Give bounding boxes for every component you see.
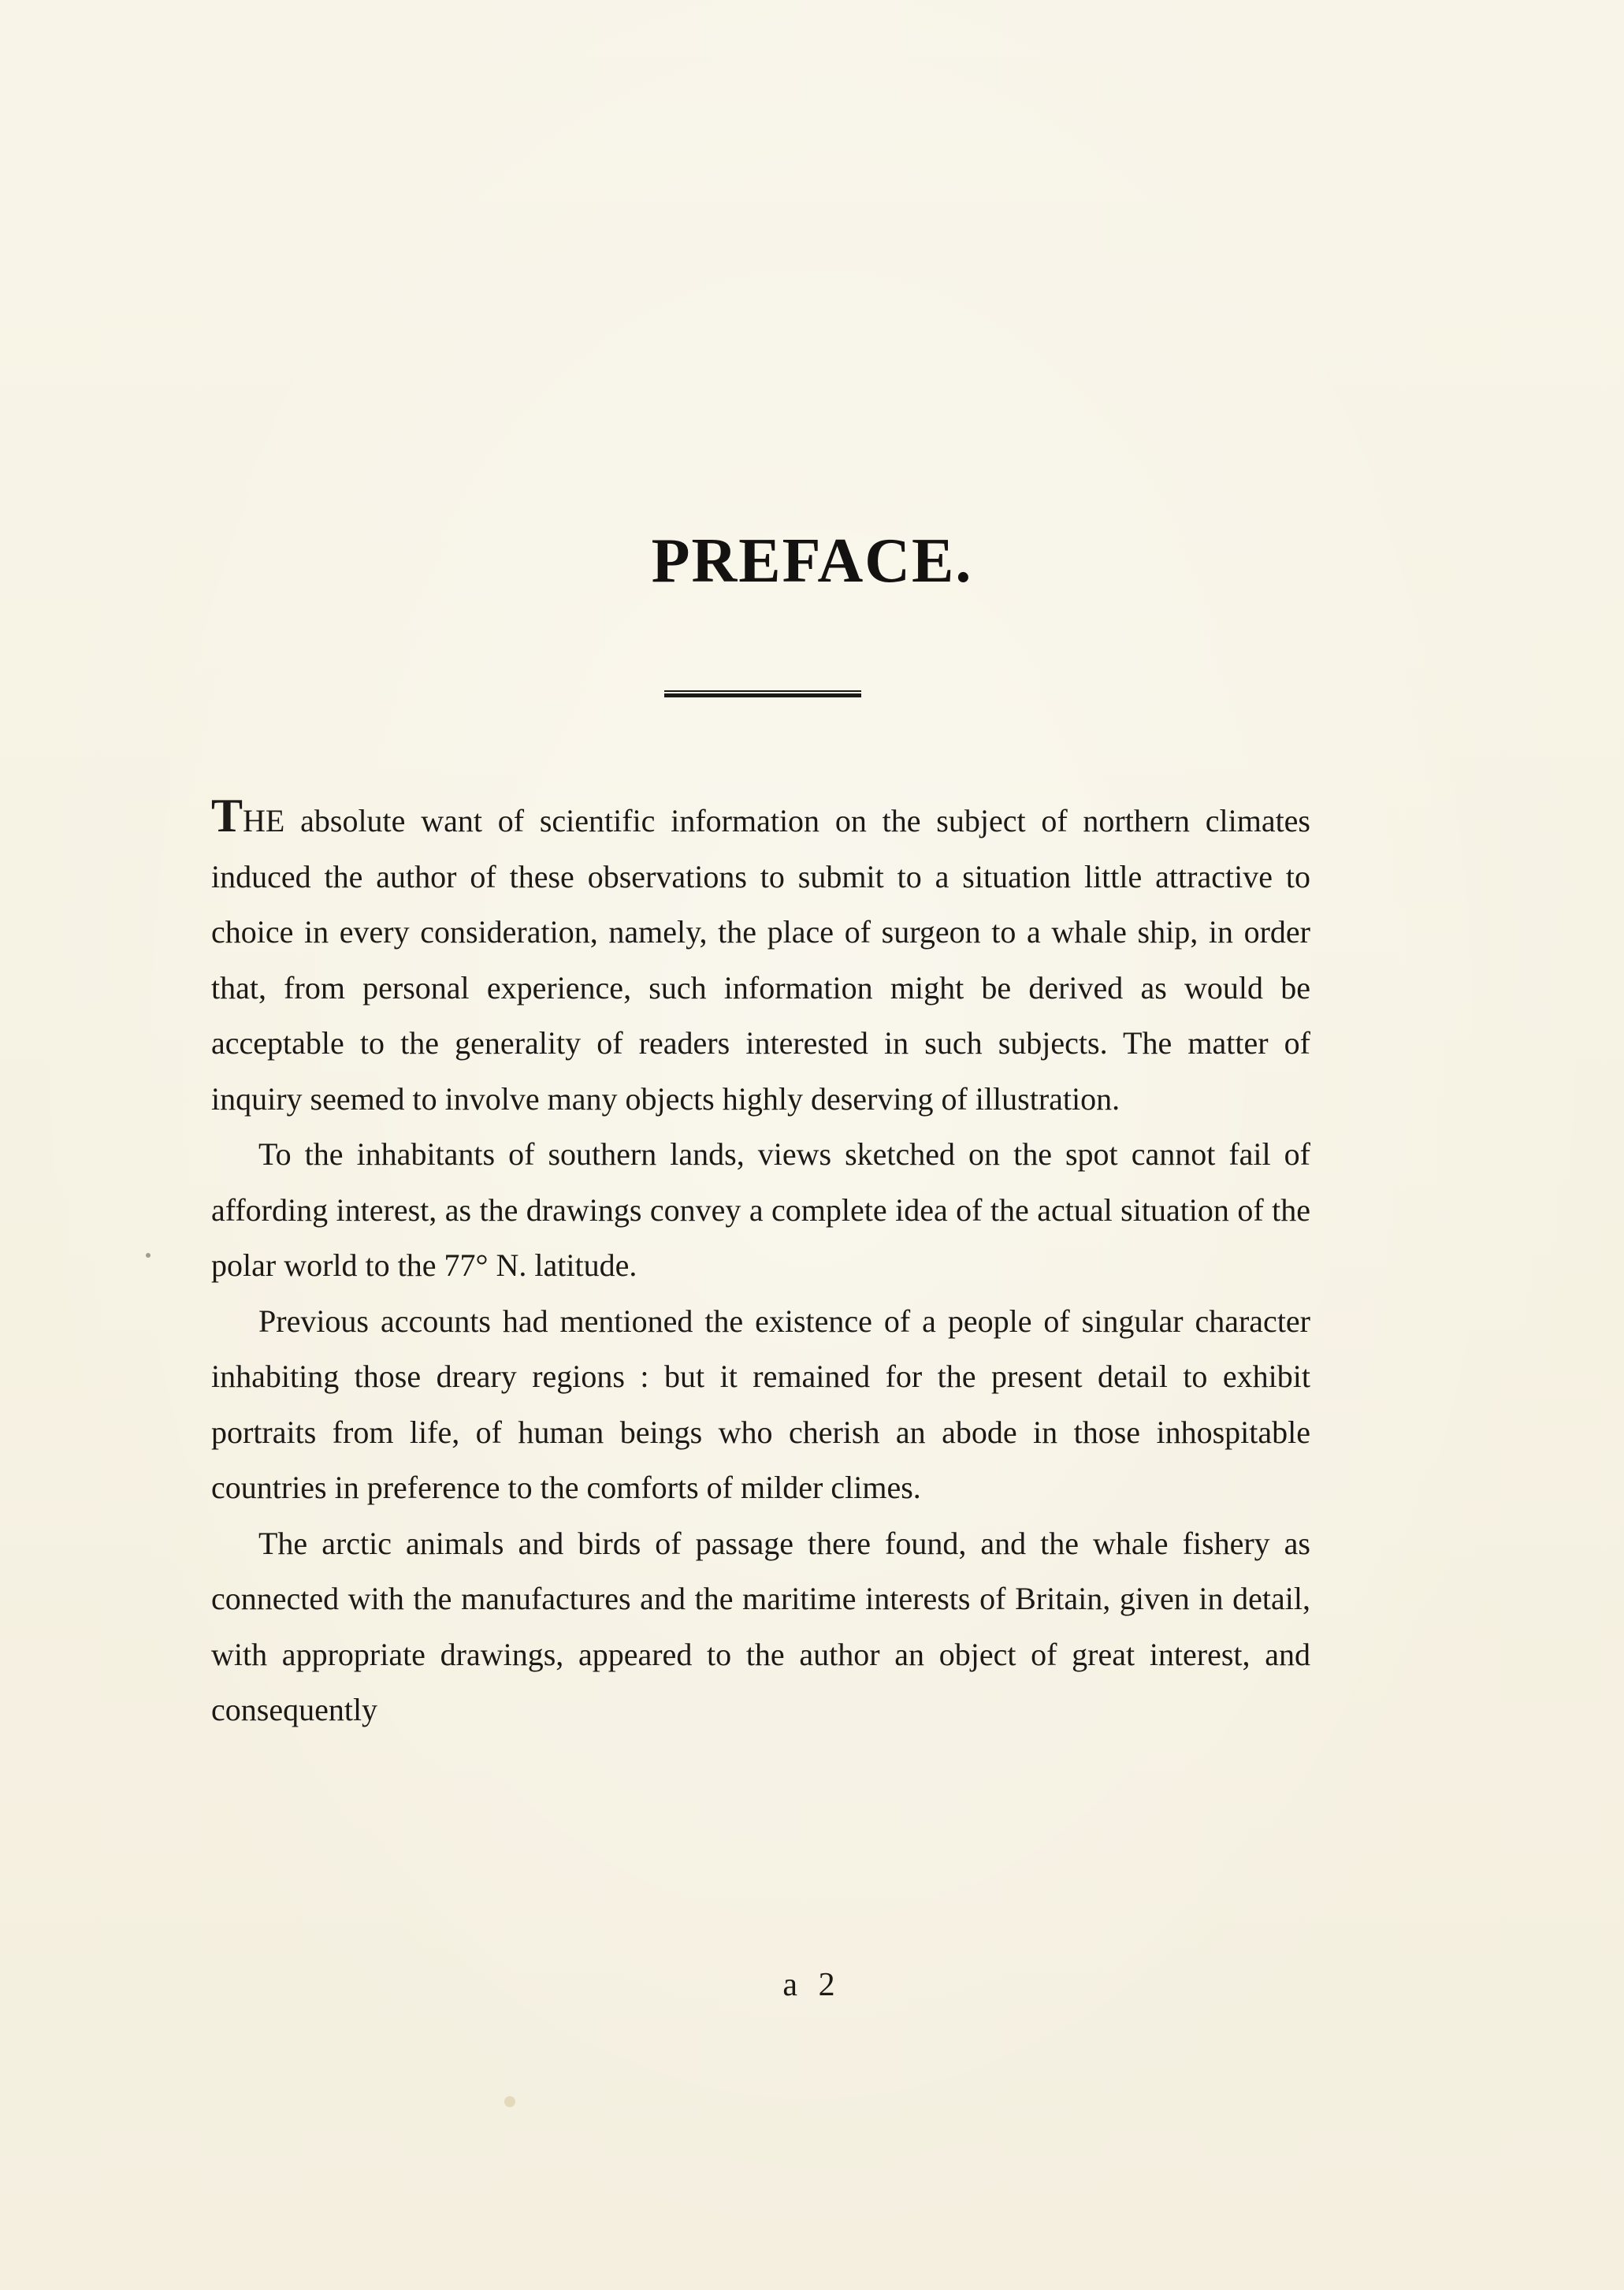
- rule-thick-line: [664, 693, 861, 697]
- title-ornamental-rule: [664, 690, 861, 698]
- paragraph-1-text: HE absolute want of scientific information on the subject of northern climates induced the author of these observations to submit to a situation little attractive to choice in every consideration, namely, the place of surgeon to a whale ship, in order that, from personal experience, such information might be derived as would be acceptable to the generality of readers interested in such subjects. The matter of inquiry seemed to involve many objects highly deserving of illustration.: [211, 803, 1310, 1117]
- paragraph-3: Previous accounts had mentioned the existence of a people of singular character inhabiting those dreary regions : but it remained for the present detail to exhibit portraits from life, of human beings who cherish an abode in those inhospitable countries in preference to the comforts of milder climes.: [211, 1303, 1310, 1505]
- preface-body: [211, 792, 1310, 1738]
- paper-speck: [504, 2096, 515, 2107]
- signature-mark: a 2: [782, 1967, 842, 2003]
- paragraph-2: To the inhabitants of southern lands, views sketched on the spot cannot fail of affording interest, as the drawings convey a complete idea of the actual situation of the polar world to the 77° N. latitude.: [211, 1136, 1310, 1283]
- drop-cap: T: [211, 790, 243, 842]
- page-title: PREFACE.: [651, 526, 973, 596]
- paragraph-1: [211, 792, 1310, 1127]
- paper-speck: [146, 1253, 151, 1258]
- rule-thin-line: [664, 690, 861, 692]
- paragraph-4: The arctic animals and birds of passage there found, and the whale fishery as connected with the manufactures and the maritime interests of Britain, given in detail, with appropriate drawings, appeared to the author an object of great interest, and consequently: [211, 1525, 1310, 1727]
